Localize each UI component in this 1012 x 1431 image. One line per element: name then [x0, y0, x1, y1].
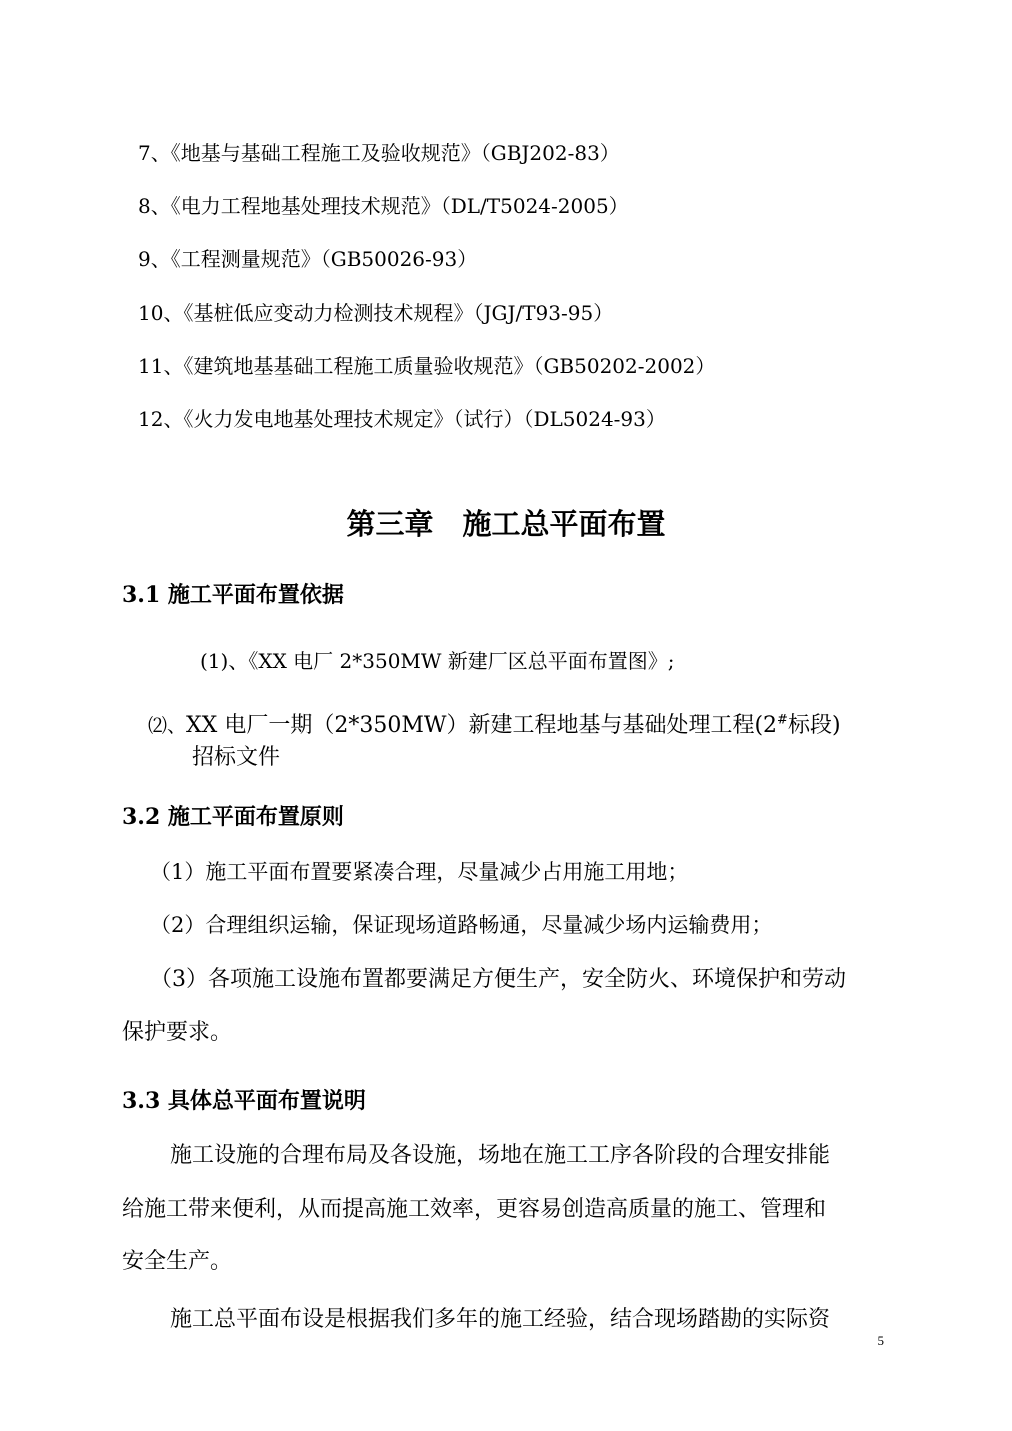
reference-item-9: 9、《工程测量规范》（GB50026-93） [138, 247, 478, 271]
basis-item-2-text: XX 电厂一期（2*350MW）新建工程地基与基础处理工程(2 [186, 713, 778, 738]
reference-item-8: 8、《电力工程地基处理技术规范》（DL/T5024-2005） [138, 194, 629, 218]
paragraph-1-line-1: 施工设施的合理布局及各设施，场地在施工工序各阶段的合理安排能 [170, 1143, 831, 1168]
principle-3-continuation: 保护要求。 [122, 1020, 233, 1045]
basis-item-2-superscript: # [777, 712, 788, 728]
section-3-1-heading: 3.1 施工平面布置依据 [122, 582, 344, 608]
page-number: 5 [877, 1333, 884, 1348]
paragraph-1-line-2: 给施工带来便利，从而提高施工效率，更容易创造高质量的施工、管理和 [122, 1197, 827, 1222]
principle-3: （3）各项施工设施布置都要满足方便生产，安全防火、环境保护和劳动 [150, 967, 846, 992]
basis-item-2-marker: ⑵、 [148, 715, 187, 737]
basis-item-2 [148, 708, 841, 739]
basis-item-1: (1)、《XX 电厂 2*350MW 新建厂区总平面布置图》; [200, 649, 675, 673]
paragraph-2-line-1: 施工总平面布设是根据我们多年的施工经验，结合现场踏勘的实际资 [170, 1307, 831, 1332]
reference-item-10: 10、《基桩低应变动力检测技术规程》（JGJ/T93-95） [138, 301, 614, 325]
basis-item-2-text-end: 标段) [787, 713, 841, 738]
section-3-2-heading: 3.2 施工平面布置原则 [122, 804, 344, 830]
paragraph-1-line-3: 安全生产。 [122, 1249, 233, 1274]
chapter-title: 第三章 施工总平面布置 [346, 507, 666, 541]
basis-item-2-continuation: 招标文件 [192, 745, 281, 770]
section-3-3-heading: 3.3 具体总平面布置说明 [122, 1088, 366, 1114]
reference-item-12: 12、《火力发电地基处理技术规定》（试行）（DL5024-93） [138, 407, 666, 431]
reference-item-7: 7、《地基与基础工程施工及验收规范》（GBJ202-83） [138, 141, 620, 165]
reference-item-11: 11、《建筑地基基础工程施工质量验收规范》（GB50202-2002） [138, 354, 716, 378]
principle-1: （1）施工平面布置要紧凑合理，尽量减少占用施工用地； [150, 860, 689, 884]
principle-2: （2）合理组织运输，保证现场道路畅通，尽量减少场内运输费用； [150, 913, 773, 937]
